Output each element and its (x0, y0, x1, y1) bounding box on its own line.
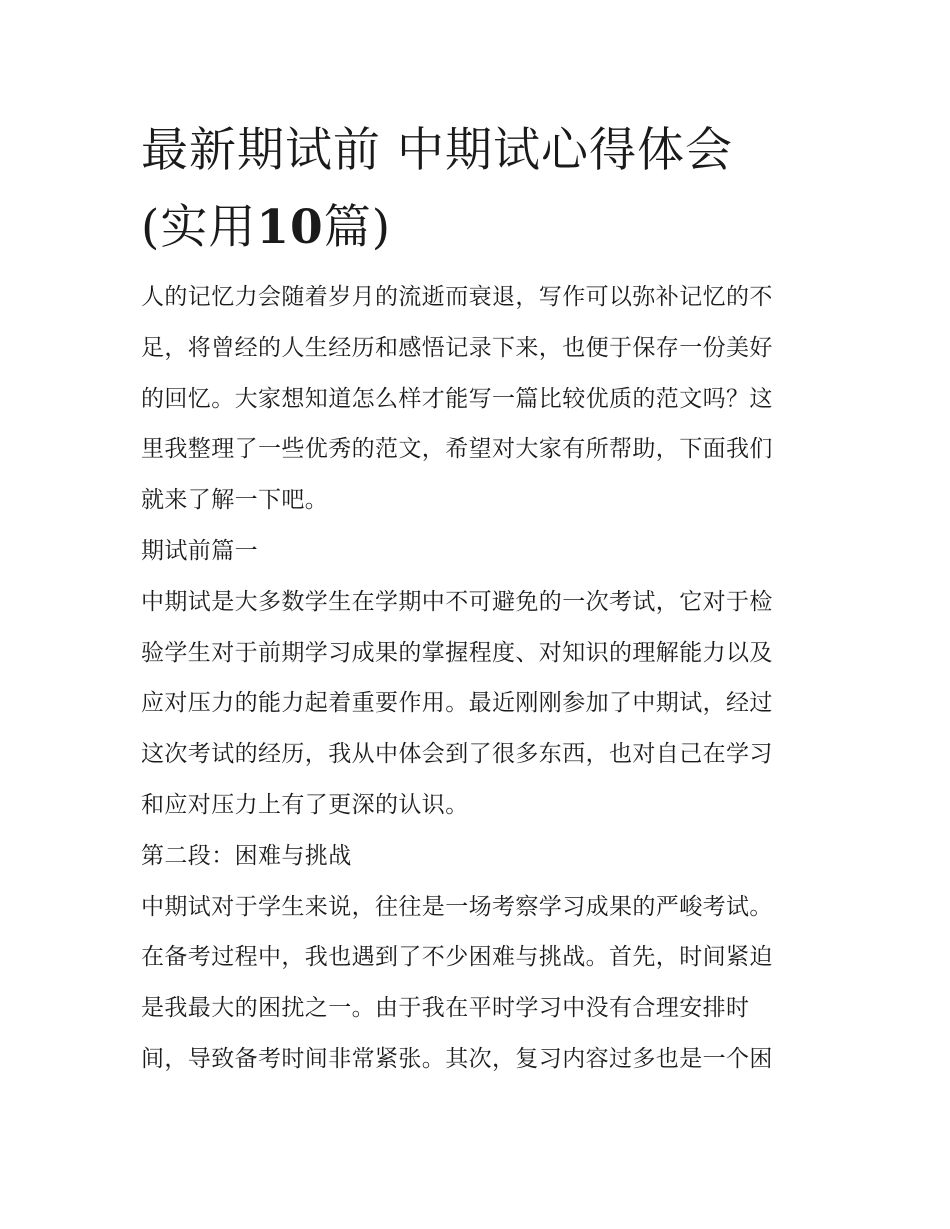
text-line: 这次考试的经历，我从中体会到了很多东西，也对自己在学习 (141, 741, 773, 768)
page-title (141, 112, 813, 266)
text-line: 验学生对于前期学习成果的掌握程度、对知识的理解能力以及 (141, 639, 773, 666)
section-2-heading: 第二段：困难与挑战 (141, 842, 352, 869)
text-line: 是我最大的困扰之一。由于我在平时学习中没有合理安排时 (141, 995, 750, 1022)
title-line-2 (141, 189, 813, 266)
text-line: 应对压力的能力起着重要作用。最近刚刚参加了中期试，经过 (141, 690, 773, 717)
text-line: 和应对压力上有了更深的认识。 (141, 791, 469, 818)
section-heading (141, 526, 813, 577)
intro-paragraph (141, 272, 813, 526)
section-1-heading: 期试前篇一 (141, 537, 258, 564)
title-open: (实用 (141, 200, 257, 255)
text-line: 中期试对于学生来说，往往是一场考察学习成果的严峻考试。 (141, 893, 773, 920)
title-number: 10 (256, 200, 324, 255)
text-line: 的回忆。大家想知道怎么样才能写一篇比较优质的范文吗？这 (141, 385, 773, 412)
title-close: 篇) (323, 200, 392, 255)
text-line: 就来了解一下吧。 (141, 487, 329, 514)
title-line-1: 最新期试前 中期试心得体会 (141, 123, 733, 178)
text-line: 人的记忆力会随着岁月的流逝而衰退，写作可以弥补记忆的不 (141, 284, 773, 310)
text-line: 间，导致备考时间非常紧张。其次，复习内容过多也是一个困 (141, 1045, 773, 1072)
section-1-paragraph (141, 577, 813, 831)
text-line: 足，将曾经的人生经历和感悟记录下来，也便于保存一份美好 (141, 334, 773, 361)
section-2-paragraph (141, 882, 813, 1085)
document-content (141, 112, 813, 1085)
section-heading (141, 831, 813, 882)
text-line: 在备考过程中，我也遇到了不少困难与挑战。首先，时间紧迫 (141, 944, 773, 971)
text-line: 里我整理了一些优秀的范文，希望对大家有所帮助，下面我们 (141, 436, 773, 463)
text-line: 中期试是大多数学生在学期中不可避免的一次考试，它对于检 (141, 588, 773, 615)
